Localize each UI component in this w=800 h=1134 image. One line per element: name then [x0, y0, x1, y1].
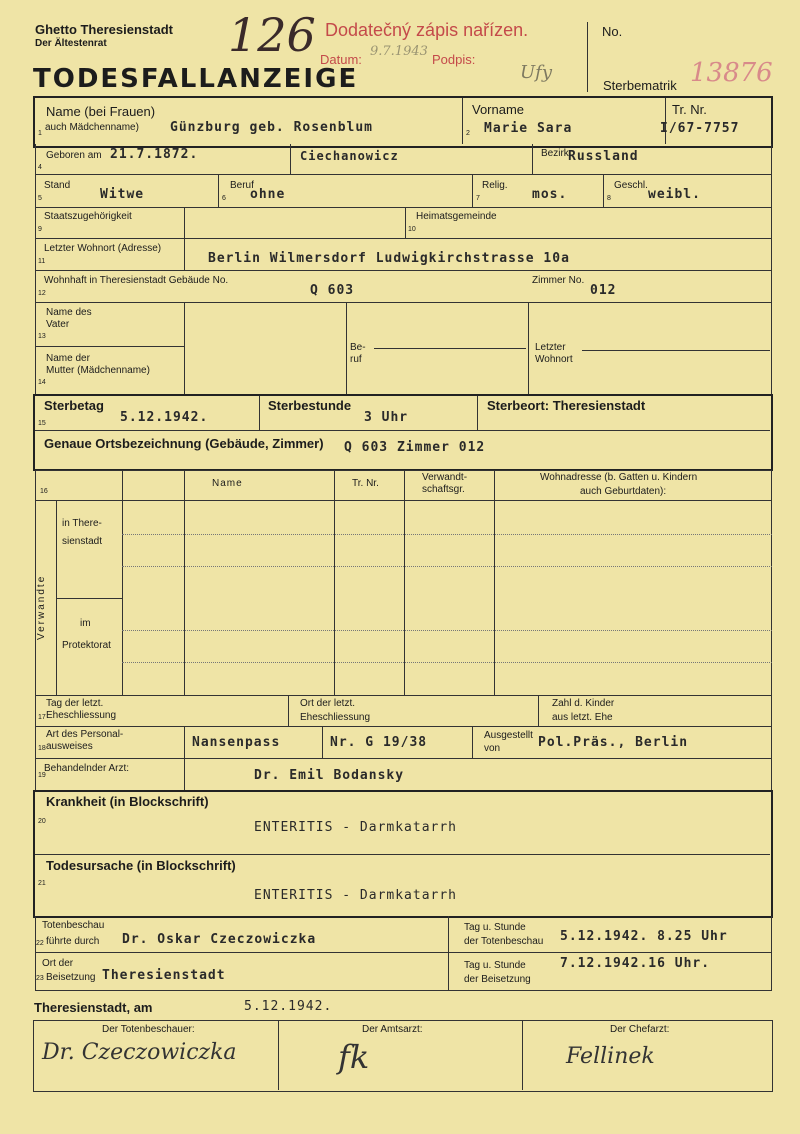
beisetzung-tag-label-1: Tag u. Stunde — [464, 960, 526, 971]
arzt-label: Behandelnder Arzt: — [44, 763, 130, 774]
sterbematrik-number: 13876 — [690, 58, 773, 88]
arzt-value: Dr. Emil Bodansky — [254, 768, 405, 783]
totenbeschau-value: Dr. Oskar Czeczowiczka — [122, 932, 317, 947]
beisetzung-tag-value: 7.12.1942.16 Uhr. — [560, 956, 711, 971]
stamp-podpis: Podpis: — [432, 52, 476, 67]
col-verw-header-2: schaftsgr. — [422, 484, 465, 495]
sterbestunde-value: 3 Uhr — [364, 410, 409, 425]
genau-label: Genaue Ortsbezeichnung (Gebäude, Zimmer) — [44, 436, 324, 451]
totenbeschau-tag-value: 5.12.1942. 8.25 Uhr — [560, 929, 728, 944]
ausgestellt-value: Pol.Präs., Berlin — [538, 735, 689, 750]
ausweis-value: Nansenpass — [192, 735, 281, 750]
totenbeschauer-label: Der Totenbeschauer: — [102, 1024, 195, 1035]
geboren-label: Geboren am — [46, 150, 102, 161]
krankheit-label: Krankheit (in Blockschrift) — [46, 794, 209, 809]
ehe-tag-label-2: Eheschliessung — [46, 710, 117, 721]
vorname-value: Marie Sara — [484, 121, 573, 136]
vater-beruf-label-2: ruf — [350, 354, 362, 365]
kinder-label-1: Zahl d. Kinder — [552, 698, 615, 709]
vorname-label: Vorname — [472, 102, 525, 117]
geburtsort-value: Ciechanowicz — [300, 149, 399, 163]
sterbematrik-label: Sterbematrik — [603, 78, 677, 93]
geschl-value: weibl. — [648, 187, 701, 202]
sterbetag-label: Sterbetag — [44, 398, 104, 413]
name-label: Name (bei Frauen) — [46, 104, 156, 119]
vater-label-1: Name des — [46, 307, 92, 318]
relig-value: mos. — [532, 187, 568, 202]
geschl-label: Geschl. — [614, 180, 648, 191]
chefarzt-signature: Fellinek — [566, 1044, 655, 1069]
form-title: TODESFALLANZEIGE — [33, 64, 359, 94]
stand-value: Witwe — [100, 187, 145, 202]
vater-label-2: Vater — [46, 319, 70, 330]
geboren-value: 21.7.1872. — [110, 147, 199, 162]
mutter-label-1: Name der — [46, 353, 90, 364]
trnr-label: Tr. Nr. — [672, 102, 707, 117]
ausweis-label-1: Art des Personal- — [46, 729, 124, 740]
zimmer-value: 012 — [590, 283, 617, 298]
org-subname: Der Ältestenrat — [35, 38, 107, 49]
totenbeschau-tag-label-2: der Totenbeschau — [464, 936, 544, 947]
wohnhaft-label: Wohnhaft in Theresienstadt Gebäude No. — [44, 275, 229, 286]
heimat-label: Heimatsgemeinde — [416, 211, 497, 222]
verwandte-side-label: Verwandte — [36, 574, 47, 640]
beruf-label: Beruf — [230, 180, 254, 191]
in-theresienstadt-label-1: in There- — [62, 518, 102, 529]
ehe-tag-label-1: Tag der letzt. — [46, 698, 104, 709]
mutter-label-2: Mutter (Mädchenname) — [46, 365, 150, 376]
beisetzung-label-2: Beisetzung — [46, 972, 96, 983]
stamp-datum: Datum: — [320, 52, 362, 67]
protektorat-label: Protektorat — [62, 640, 111, 651]
header-divider — [587, 22, 588, 92]
ausweis-nr-value: Nr. G 19/38 — [330, 735, 428, 750]
no-label: No. — [602, 24, 623, 39]
sterbestunde-label: Sterbestunde — [268, 398, 352, 413]
stamp-line: Dodatečný zápis nařízen. — [325, 20, 529, 40]
place-date-label: Theresienstadt, am — [34, 1000, 153, 1015]
col-name-header: Name — [212, 478, 243, 489]
sterbetag-value: 5.12.1942. — [120, 410, 209, 425]
col-adr-header-2: auch Geburtdaten): — [580, 486, 667, 497]
col-trnr-header: Tr. Nr. — [352, 478, 379, 489]
beisetzung-value: Theresienstadt — [102, 968, 226, 983]
chefarzt-label: Der Chefarzt: — [610, 1024, 670, 1035]
ehe-ort-label-1: Ort der letzt. — [300, 698, 356, 709]
totenbeschau-label-1: Totenbeschau — [42, 920, 105, 931]
relig-label: Relig. — [482, 180, 508, 191]
im-label: im — [80, 618, 91, 629]
zimmer-label: Zimmer No. — [532, 275, 585, 286]
ursache-value: ENTERITIS - Darmkatarrh — [254, 888, 458, 903]
gebaeude-value: Q 603 — [310, 283, 355, 298]
stamp-datum-value: 9.7.1943 — [370, 44, 428, 59]
bezirk-label: Bezirk — [541, 148, 569, 159]
kinder-label-2: aus letzt. Ehe — [552, 712, 613, 723]
genau-value: Q 603 Zimmer 012 — [344, 440, 486, 455]
ausweis-label-2: ausweises — [46, 741, 93, 752]
bezirk-value: Russland — [568, 149, 639, 164]
wohnort-label: Letzter Wohnort (Adresse) — [44, 243, 162, 254]
podpis-scrawl: Ufy — [520, 62, 553, 83]
staat-label: Staatszugehörigkeit — [44, 211, 132, 222]
col-adr-header-1: Wohnadresse (b. Gatten u. Kindern — [540, 472, 698, 483]
org-name: Ghetto Theresienstadt — [35, 22, 173, 37]
beisetzung-tag-label-2: der Beisetzung — [464, 974, 531, 985]
ursache-label: Todesursache (in Blockschrift) — [46, 858, 236, 873]
totenbeschau-label-2: führte durch — [46, 936, 100, 947]
beisetzung-label-1: Ort der — [42, 958, 74, 969]
sterbeort-label: Sterbeort: Theresienstadt — [487, 398, 646, 413]
stand-label: Stand — [44, 180, 71, 191]
totenbeschauer-signature: Dr. Czeczowiczka — [42, 1040, 237, 1065]
col-verw-header-1: Verwandt- — [422, 472, 468, 483]
vater-wohnort-label-1: Letzter — [535, 342, 566, 353]
vater-beruf-label-1: Be- — [350, 342, 366, 353]
beruf-value: ohne — [250, 187, 286, 202]
death-box — [33, 394, 773, 471]
name-sublabel: auch Mädchenname) — [45, 122, 139, 133]
handwritten-number: 126 — [228, 8, 316, 62]
ausgestellt-label-1: Ausgestellt — [484, 730, 533, 741]
krankheit-value: ENTERITIS - Darmkatarrh — [254, 820, 458, 835]
vater-wohnort-label-2: Wohnort — [535, 354, 573, 365]
amtsarzt-label: Der Amtsarzt: — [362, 1024, 423, 1035]
in-theresienstadt-label-2: sienstadt — [62, 536, 103, 547]
trnr-value: I/67-7757 — [660, 121, 740, 136]
ehe-ort-label-2: Eheschliessung — [300, 712, 371, 723]
wohnort-value: Berlin Wilmersdorf Ludwigkirchstrasse 10a — [208, 251, 570, 266]
amtsarzt-signature: fk — [338, 1038, 370, 1076]
name-value: Günzburg geb. Rosenblum — [170, 120, 374, 135]
place-date-value: 5.12.1942. — [244, 999, 333, 1014]
totenbeschau-tag-label-1: Tag u. Stunde — [464, 922, 526, 933]
ausgestellt-label-2: von — [484, 743, 501, 754]
